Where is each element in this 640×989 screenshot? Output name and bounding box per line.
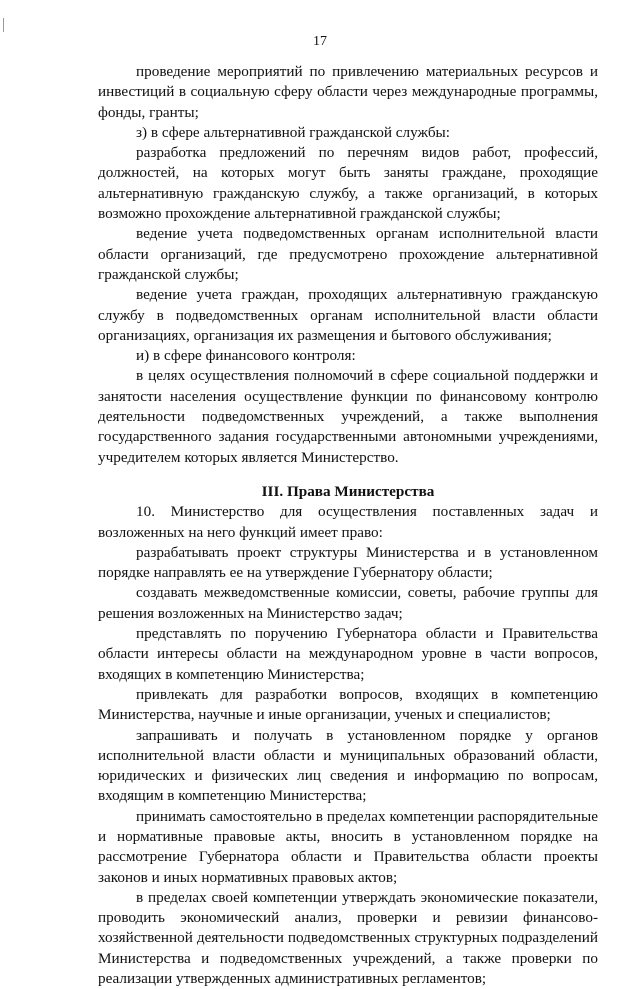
paragraph-alt-service-citizens: ведение учета граждан, проходящих альтернативную гражданскую службу в подведомственных органам исполнительной власти области организациях, организация их размещения и бытового обслуживания; (98, 286, 598, 344)
section-title: III. Права Министерства (261, 482, 435, 500)
paragraph-financial-control-heading: и) в сфере финансового контроля: (136, 347, 356, 365)
scan-margin-mark (3, 18, 4, 32)
paragraph-financial-control: в целях осуществления полномочий в сфере социальной поддержки и занятости населения осуществление функции по финансовому контролю деятельности подведомственных учреждений, а также выполнения государственного задания государственными автономными учреждениями, учредителем которых является Министерство. (98, 367, 598, 466)
document-body (98, 62, 598, 989)
paragraph-right-commissions: создавать межведомственные комиссии, советы, рабочие группы для решения возложенных на Министерство задач; (98, 584, 598, 622)
paragraph-right-structure: разрабатывать проект структуры Министерства и в установленном порядке направлять ее на утверждение Губернатору области; (98, 543, 598, 582)
paragraph-alt-service-heading: з) в сфере альтернативной гражданской службы: (136, 123, 450, 141)
paragraph-alt-service-proposals: разработка предложений по перечням видов работ, профессий, должностей, на которых могут быть заняты граждане, проходящие альтернативную гражданскую службу, а также организаций, в которых возможно прохождение альтернативной гражданской службы; (98, 144, 598, 223)
paragraph-right-represent: представлять по поручению Губернатора области и Правительства области интересы области на международном уровне в части вопросов, входящих в компетенцию Министерства; (98, 625, 598, 683)
paragraph-right-request: запрашивать и получать в установленном порядке у органов исполнительной власти области и муниципальных образований области, юридических и физических лиц сведения и информацию по вопросам, входящим в компетенцию Министерства; (98, 726, 598, 805)
paragraph-alt-service-organizations: ведение учета подведомственных органам исполнительной власти области организаций, где предусмотрено прохождение альтернативной гражданской службы; (98, 225, 598, 283)
paragraph-right-economic: в пределах своей компетенции утверждать экономические показатели, проводить экономический анализ, проверки и ревизии финансово-хозяйственной деятельности подведомственных структурных подразделений Министерства и подведомственных учреждений, а также проверки по реализации утвержденных административных регламентов; (98, 888, 598, 988)
paragraph-right-involve: привлекать для разработки вопросов, входящих в компетенцию Министерства, научные и иные организации, ученых и специалистов; (98, 685, 598, 724)
paragraph-rights-intro: 10. Министерство для осуществления поставленных задач и возложенных на него функций имеет право: (98, 503, 598, 541)
paragraph-right-acts: принимать самостоятельно в пределах компетенции распорядительные и нормативные правовые акты, вносить в установленном порядке на рассмотрение Губернатора области и Правительства области проекты законов и иных нормативных правовых актов; (98, 807, 598, 886)
paragraph-international-programs: проведение мероприятий по привлечению материальных ресурсов и инвестиций в социальную сферу области через международные программы, фонды, гранты; (98, 63, 598, 121)
page-number: 17 (313, 34, 327, 49)
